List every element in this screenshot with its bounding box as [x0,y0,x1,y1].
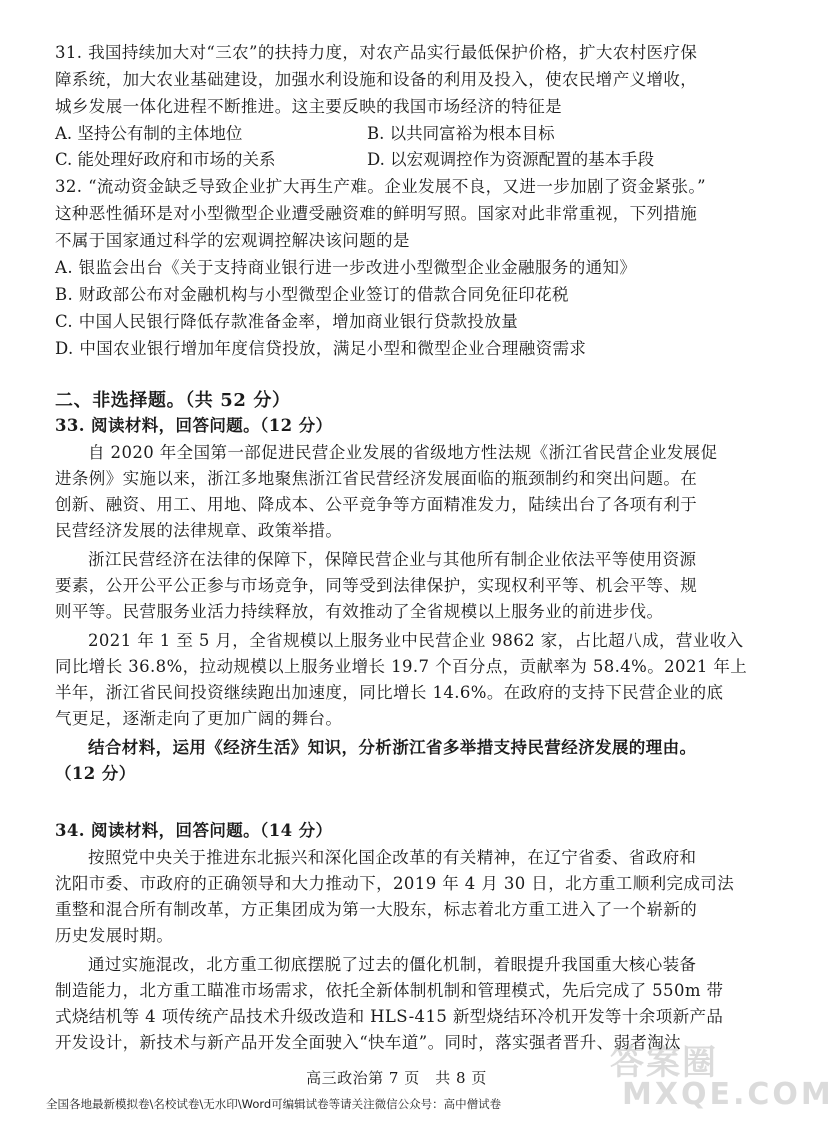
q33-p2-line-3: 则平等。民营服务业活力持续释放，有效推动了全省规模以上服务业的前进步伐。 [55,602,664,621]
q31-line-2: 障系统，加大农业基础建设，加强水利设施和设备的利用及投入，使农民增产义增收， [55,70,698,89]
q33-p1-line-4: 民营经济发展的法律规章、政策举措。 [55,521,343,540]
section-title: 二、非选择题。（共 52 分） [55,390,291,411]
q33-task-line-1: 结合材料，运用《经济生活》知识，分析浙江省多举措支持民营经济发展的理由。 [88,738,697,757]
q33-p1-line-2: 进条例》实施以来，浙江多地聚焦浙江省民营经济发展面临的瓶颈制约和突出问题。在 [55,469,698,488]
q31-option-b: B. 以共同富裕为根本目标 [367,124,555,143]
q33-task-line-2: （12 分） [55,764,136,783]
q32-option-c: C. 中国人民银行降低存款准备金率，增加商业银行贷款投放量 [55,312,519,331]
q32-option-d: D. 中国农业银行增加年度信贷投放，满足小型和微型企业合理融资需求 [55,339,587,358]
q33-p3-line-4: 气更足，逐渐走向了更加广阔的舞台。 [55,709,343,728]
q33-p2-line-1: 浙江民营经济在法律的保障下，保障民营企业与其他所有制企业依法平等使用资源 [88,550,697,569]
q31-option-a: A. 坚持公有制的主体地位 [55,124,243,143]
footer-note: 全国各地最新模拟卷\名校试卷\无水印\Word可编辑试卷等请关注微信公众号：高中僧试卷 [46,1097,502,1111]
q34-p1-line-1: 按照党中央关于推进东北振兴和深化国企改革的有关精神，在辽宁省委、省政府和 [88,848,697,867]
q32-line-3: 不属于国家通过科学的宏观调控解决该问题的是 [55,231,410,250]
q33-p3-line-2: 同比增长 36.8%，拉动规模以上服务业增长 19.7 个百分点，贡献率为 58.4%。2021 年上 [55,657,748,676]
q34-p2-line-4: 开发设计，新技术与新产品开发全面驶入“快车道”。同时，落实强者晋升、弱者淘汰 [55,1033,682,1052]
q34-p1-line-3: 重整和混合所有制改革，方正集团成为第一大股东，标志着北方重工进入了一个崭新的 [55,900,698,919]
watermark-logo-text: 答案圈 [610,1043,718,1083]
q33-p1-line-3: 创新、融资、用工、用地、降成本、公平竞争等方面精准发力，陆续出台了各项有利于 [55,495,698,514]
q31-line-3: 城乡发展一体化进程不断推进。这主要反映的我国市场经济的特征是 [55,97,562,116]
q31-option-d: D. 以宏观调控作为资源配置的基本手段 [367,150,655,169]
q32-line-1: 32. “流动资金缺乏导致企业扩大再生产难。企业发展不良，又进一步加剧了资金紧张。” [55,177,706,196]
q33-p2-line-2: 要素，公开公平公正参与市场竞争，同等受到法律保护，实现权利平等、机会平等、规 [55,576,698,595]
q33-p1-line-1: 自 2020 年全国第一部促进民营企业发展的省级地方性法规《浙江省民营企业发展促 [88,443,718,462]
q34-p2-line-3: 式烧结机等 4 项传统产品技术升级改造和 HLS-415 新型烧结环冷机开发等十余项新产品 [55,1007,724,1026]
q34-p2-line-1: 通过实施混改，北方重工彻底摆脱了过去的僵化机制，着眼提升我国重大核心装备 [88,955,697,974]
q34-p2-line-2: 制造能力，北方重工瞄准市场需求，依托全新体制机制和管理模式，先后完成了 550m 带 [55,981,724,1000]
q32-option-a: A. 银监会出台《关于支持商业银行进一步改进小型微型企业金融服务的通知》 [55,258,637,277]
q32-option-b: B. 财政部公布对金融机构与小型微型企业签订的借款合同免征印花税 [55,285,569,304]
watermark-logo-url: MXQE.COM [622,1077,834,1112]
q34-p1-line-4: 历史发展时期。 [55,926,174,945]
q34-heading: 34. 阅读材料，回答问题。（14 分） [55,821,333,840]
q33-p3-line-1: 2021 年 1 至 5 月，全省规模以上服务业中民营企业 9862 家，占比超八成，营业收入 [88,631,744,650]
page-number: 高三政治第 7 页 共 8 页 [306,1069,487,1087]
q33-p3-line-3: 半年，浙江省民间投资继续跑出加速度，同比增长 14.6%。在政府的支持下民营企业的底 [55,683,724,702]
q32-line-2: 这种恶性循环是对小型微型企业遭受融资难的鲜明写照。国家对此非常重视，下列措施 [55,204,698,223]
q34-p1-line-2: 沈阳市委、市政府的正确领导和大力推动下，2019 年 4 月 30 日，北方重工顺利完成司法 [55,874,735,893]
q33-heading: 33. 阅读材料，回答问题。（12 分） [55,416,333,435]
q31-option-c: C. 能处理好政府和市场的关系 [55,150,276,169]
q31-line-1: 31. 我国持续加大对“三农”的扶持力度，对农产品实行最低保护价格，扩大农村医疗保 [55,43,698,62]
